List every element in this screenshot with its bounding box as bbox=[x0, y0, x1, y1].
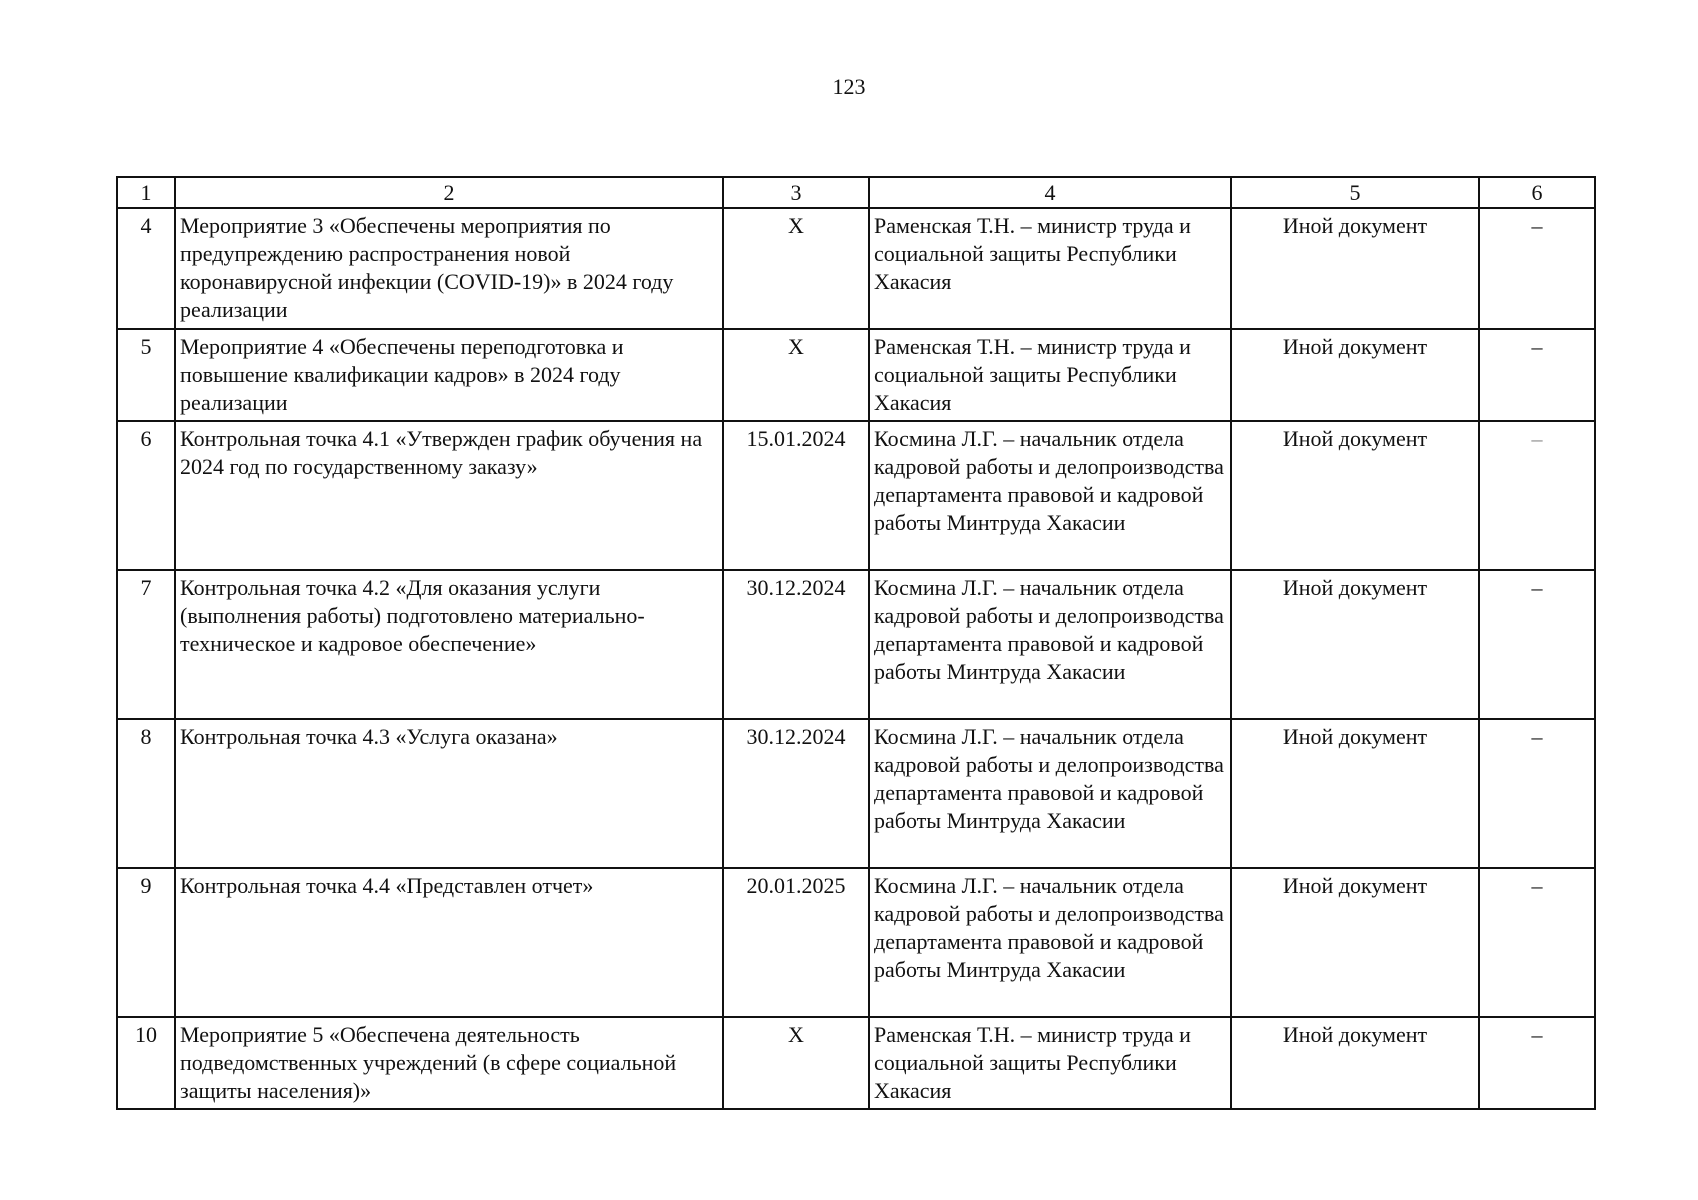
event-date: 30.12.2024 bbox=[723, 570, 869, 719]
event-name: Контрольная точка 4.1 «Утвержден график обучения на 2024 год по государственному заказу» bbox=[175, 421, 723, 570]
row-number: 4 bbox=[117, 208, 175, 329]
row-number: 8 bbox=[117, 719, 175, 868]
responsible-person: Космина Л.Г. – начальник отдела кадровой работы и делопроизводства департамента правовой и кадровой работы Минтруда Хакасии bbox=[869, 868, 1231, 1017]
table-row bbox=[117, 719, 1595, 868]
responsible-person: Космина Л.Г. – начальник отдела кадровой работы и делопроизводства департамента правовой и кадровой работы Минтруда Хакасии bbox=[869, 570, 1231, 719]
event-date: 30.12.2024 bbox=[723, 719, 869, 868]
row-number: 6 bbox=[117, 421, 175, 570]
document-type: Иной документ bbox=[1231, 1017, 1479, 1109]
event-date: Х bbox=[723, 329, 869, 421]
column-6-value: – bbox=[1479, 868, 1595, 1017]
responsible-person: Раменская Т.Н. – министр труда и социальной защиты Республики Хакасия bbox=[869, 1017, 1231, 1109]
document-type: Иной документ bbox=[1231, 421, 1479, 570]
row-number: 9 bbox=[117, 868, 175, 1017]
responsible-person: Раменская Т.Н. – министр труда и социальной защиты Республики Хакасия bbox=[869, 208, 1231, 329]
responsible-person: Космина Л.Г. – начальник отдела кадровой работы и делопроизводства департамента правовой и кадровой работы Минтруда Хакасии bbox=[869, 719, 1231, 868]
responsible-person: Раменская Т.Н. – министр труда и социальной защиты Республики Хакасия bbox=[869, 329, 1231, 421]
event-name: Мероприятие 4 «Обеспечены переподготовка и повышение квалификации кадров» в 2024 году реализации bbox=[175, 329, 723, 421]
event-name: Контрольная точка 4.2 «Для оказания услуги (выполнения работы) подготовлено материально-техническое и кадровое обеспечение» bbox=[175, 570, 723, 719]
table-row bbox=[117, 421, 1595, 570]
document-type: Иной документ bbox=[1231, 570, 1479, 719]
row-number: 5 bbox=[117, 329, 175, 421]
column-6-value: – bbox=[1479, 208, 1595, 329]
column-header: 1 bbox=[117, 177, 175, 208]
table-row bbox=[117, 868, 1595, 1017]
event-date: 15.01.2024 bbox=[723, 421, 869, 570]
event-name: Контрольная точка 4.3 «Услуга оказана» bbox=[175, 719, 723, 868]
responsible-person: Космина Л.Г. – начальник отдела кадровой работы и делопроизводства департамента правовой и кадровой работы Минтруда Хакасии bbox=[869, 421, 1231, 570]
document-type: Иной документ bbox=[1231, 329, 1479, 421]
row-number: 10 bbox=[117, 1017, 175, 1109]
document-type: Иной документ bbox=[1231, 208, 1479, 329]
column-6-value: – bbox=[1479, 421, 1595, 570]
event-name: Мероприятие 3 «Обеспечены мероприятия по предупреждению распространения новой коронавирусной инфекции (COVID-19)» в 2024 году реализации bbox=[175, 208, 723, 329]
event-date: 20.01.2025 bbox=[723, 868, 869, 1017]
table-row bbox=[117, 208, 1595, 329]
column-header: 5 bbox=[1231, 177, 1479, 208]
column-header: 4 bbox=[869, 177, 1231, 208]
event-date: Х bbox=[723, 1017, 869, 1109]
table-row bbox=[117, 1017, 1595, 1109]
column-6-value: – bbox=[1479, 1017, 1595, 1109]
event-date: Х bbox=[723, 208, 869, 329]
column-6-value: – bbox=[1479, 329, 1595, 421]
column-header: 3 bbox=[723, 177, 869, 208]
page-number: 123 bbox=[832, 74, 866, 99]
plan-table bbox=[116, 176, 1596, 1110]
column-6-value: – bbox=[1479, 719, 1595, 868]
event-name: Мероприятие 5 «Обеспечена деятельность подведомственных учреждений (в сфере социальной защиты населения)» bbox=[175, 1017, 723, 1109]
table-row bbox=[117, 570, 1595, 719]
document-type: Иной документ bbox=[1231, 868, 1479, 1017]
table-row bbox=[117, 329, 1595, 421]
table-header-row bbox=[117, 177, 1595, 208]
column-header: 2 bbox=[175, 177, 723, 208]
column-6-value: – bbox=[1479, 570, 1595, 719]
row-number: 7 bbox=[117, 570, 175, 719]
column-header: 6 bbox=[1479, 177, 1595, 208]
document-type: Иной документ bbox=[1231, 719, 1479, 868]
event-name: Контрольная точка 4.4 «Представлен отчет» bbox=[175, 868, 723, 1017]
